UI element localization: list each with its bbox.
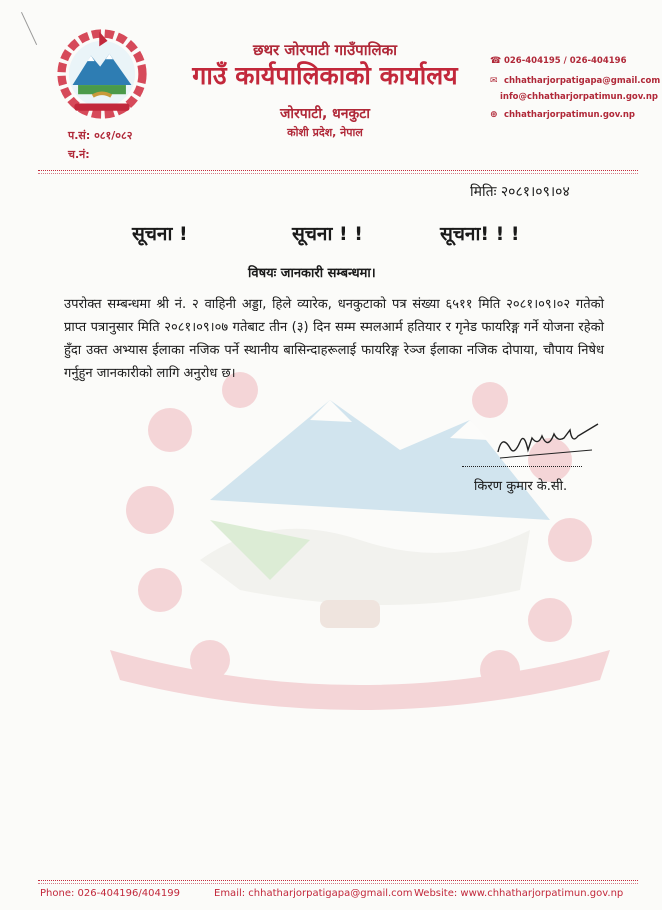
letter-subject: विषयः जानकारी सम्बन्धमा। xyxy=(248,266,376,281)
footer-divider xyxy=(38,880,638,881)
letter-date: मितिः २०८१।०९।०४ xyxy=(470,184,570,200)
contact-email-secondary[interactable]: info@chhatharjorpatimun.gov.np xyxy=(500,92,658,102)
signature-line xyxy=(462,466,582,467)
nepal-emblem-logo xyxy=(56,28,148,120)
letter-body: उपरोक्त सम्बन्धमा श्री नं. २ वाहिनी अड्डा, हिले व्यारेक, धनकुटाको पत्र संख्या ६५११ मिति २०८१।०९।०२ गतेको प्राप्त पत्रानुसार मिति २०८१।०९।०७ गतेबाट तीन (३) दिन सम्म स्मलआर्म हतियार र गृनेड फायरिङ्ग गर्ने योजना रहेको हुँदा उक्त अभ्यास ईलाका नजिक पर्ने स्थानीय बासिन्दाहरूलाई फायरिङ्ग रेञ्ज ईलाका नजिक दोपाया, चौपाय निषेध गर्नुहुन जानकारीको लागि अनुरोध छ। xyxy=(64,297,604,381)
handwritten-signature xyxy=(492,420,602,470)
notice-heading-1: सूचना ! xyxy=(132,223,188,245)
phone-icon: ☎ xyxy=(490,56,502,66)
header-divider-secondary xyxy=(38,173,638,174)
office-location: जोरपाटी, धनकुटा xyxy=(279,106,370,122)
province-label: कोशी प्रदेश, नेपाल xyxy=(287,126,363,139)
dispatch-number: च.नं: xyxy=(68,148,90,161)
contact-website[interactable]: ⊕ chhatharjorpatimun.gov.np xyxy=(490,110,635,120)
contact-email-primary[interactable]: ✉ chhatharjorpatigapa@gmail.com xyxy=(490,76,661,86)
emblem-watermark xyxy=(90,360,630,740)
globe-icon: ⊕ xyxy=(490,110,498,120)
footer-website[interactable]: Website: www.chhatharjorpatimun.gov.np xyxy=(414,888,624,899)
letter-reference-number: प.सं: ०८१/०८२ xyxy=(68,129,133,142)
footer-divider-secondary xyxy=(38,883,638,884)
footer-email[interactable]: Email: chhatharjorpatigapa@gmail.com xyxy=(214,888,413,899)
office-title: गाउँ कार्यपालिकाको कार्यालय xyxy=(192,61,458,90)
municipality-name: छथर जोरपाटी गाउँपालिका xyxy=(252,41,398,59)
contact-phone: ☎ 026-404195 / 026-404196 xyxy=(490,56,627,66)
footer-phone: Phone: 026-404196/404199 xyxy=(40,888,180,899)
header-divider xyxy=(38,170,638,171)
scan-mark xyxy=(21,7,48,45)
notice-heading-3: सूचना! ! ! xyxy=(440,223,520,245)
notice-heading-2: सूचना ! ! xyxy=(292,223,363,245)
mail-icon: ✉ xyxy=(490,76,498,86)
signatory-name: किरण कुमार के.सी. xyxy=(474,479,568,494)
